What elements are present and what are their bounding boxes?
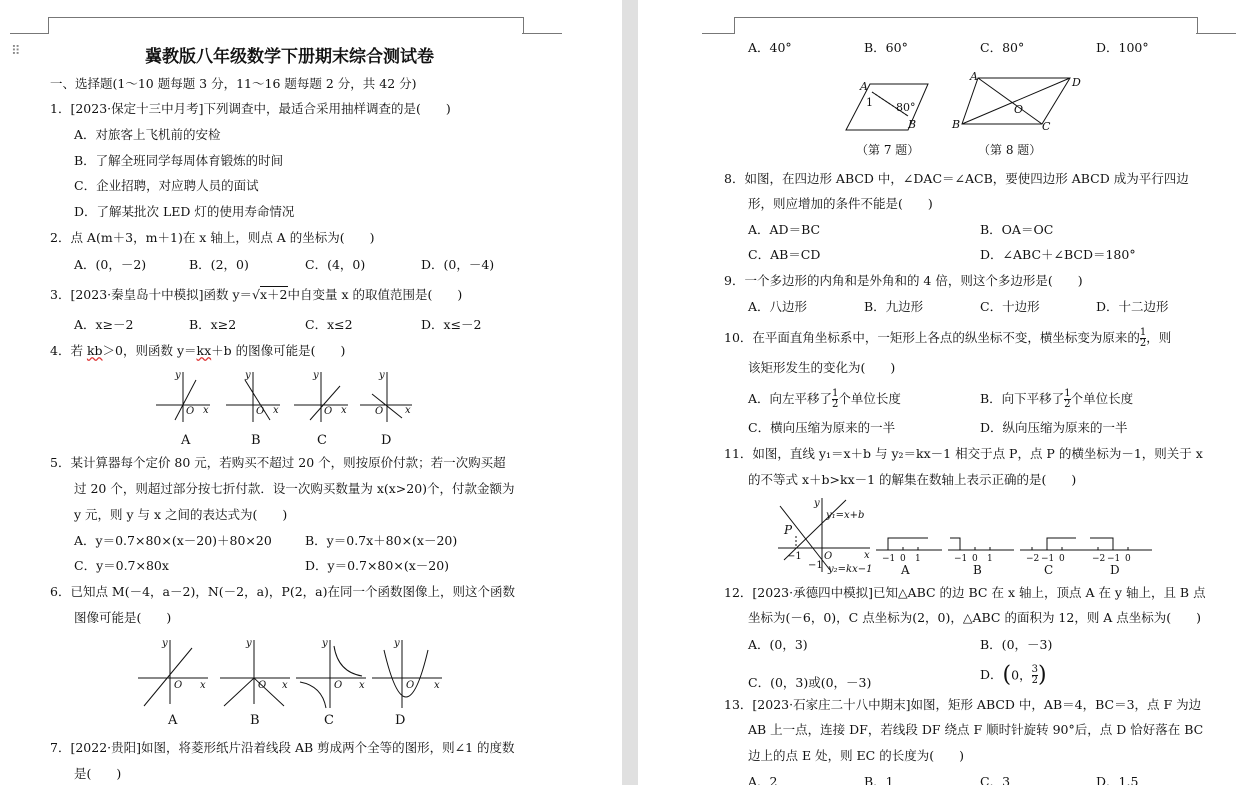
fig7-angle: 80°: [896, 101, 916, 114]
origin-label: O: [186, 406, 195, 417]
graph-6a: [138, 640, 208, 706]
fig7-label-b: B: [908, 118, 917, 131]
bracket-close: ): [1037, 662, 1047, 688]
line-y1-label: y₁=x+b: [826, 510, 865, 521]
question-13-option-c: C．3: [980, 774, 1011, 785]
question-6-line-1: 6．已知点 M(－4，a－2)，N(－2，a)，P(2，a)在同一个函数图像上，则这个函数: [50, 584, 516, 599]
fraction-numerator: 1: [1064, 388, 1071, 399]
figure-7-caption: （第 7 题）: [856, 143, 920, 157]
numberline-label-d: D: [1110, 563, 1120, 577]
fig8-label-b: B: [952, 118, 961, 131]
question-8-option-b: B．OA＝OC: [980, 222, 1054, 237]
graph-6c: [296, 640, 366, 708]
question-9-stem: 9．一个多边形的内角和是外角和的 4 倍，则这个多边形是( ): [724, 273, 1083, 288]
number-line-c: [1020, 538, 1086, 550]
question-9-option-a: A．八边形: [748, 299, 808, 314]
question-2-option-d: D．(0，－4): [421, 257, 495, 272]
origin-label: O: [406, 680, 415, 691]
question-10-option-b: [980, 389, 1133, 410]
axis-y-label: y: [379, 370, 385, 381]
fraction-denominator: 2: [1139, 338, 1147, 349]
question-12-line-1: 12．[2023·承德四中模拟]已知△ABC 的边 BC 在 x 轴上，顶点 A 在 y 轴上，且 B 点: [724, 585, 1206, 600]
graph-6b: [220, 640, 290, 706]
question-13-line-1: 13．[2023·石家庄二十八中期末]如图，矩形 ABCD 中，AB＝4，BC＝3，点 F 为边: [724, 697, 1202, 712]
question-2-stem: 2．点 A(m＋3，m＋1)在 x 轴上，则点 A 的坐标为( ): [50, 230, 375, 245]
question-3-option-b: B．x≥2: [189, 317, 237, 332]
question-1-option-b: B．了解全班同学每周体育锻炼的时间: [74, 153, 284, 168]
tick-label: 0: [1059, 554, 1065, 564]
origin-label: O: [824, 551, 833, 562]
question-13-option-a: A．2: [748, 774, 778, 785]
question-8-line-1: 8．如图，在四边形 ABCD 中，∠DAC＝∠ACB，要使四边形 ABCD 成为平行四边: [724, 171, 1189, 186]
numberline-label-c: C: [1044, 563, 1054, 577]
question-13-option-b: B．1: [864, 774, 894, 785]
axis-y-label: y: [245, 370, 251, 381]
tick-label: 0: [900, 554, 906, 564]
question-8-option-c: C．AB＝CD: [748, 247, 821, 262]
fraction-numerator: 1: [1139, 327, 1147, 338]
origin-label: O: [375, 406, 384, 417]
question-6-line-2: 图像可能是( ): [74, 610, 172, 625]
crop-mark: [1196, 33, 1236, 34]
question-9-option-b: B．九边形: [864, 299, 924, 314]
axis-y-label: y: [162, 638, 168, 649]
bracket-open: (: [1002, 662, 1012, 688]
axis-x-label: x: [273, 405, 279, 416]
question-8-option-a: A．AD＝BC: [748, 222, 821, 237]
graph-label-d: D: [381, 433, 392, 448]
question-5-option-a: A．y＝0.7×80×(x－20)＋80×20: [74, 533, 272, 548]
axis-x-label: x: [434, 680, 440, 691]
option-b-text-start: B．向下平移了: [980, 391, 1065, 406]
question-7-line-1: 7．[2022·贵阳]如图，将菱形纸片沿着线段 AB 剪成两个全等的图形，则∠1 的度数: [50, 740, 515, 755]
tick-neg1-y: −1: [808, 560, 823, 571]
origin-label: O: [324, 406, 333, 417]
numberline-label-a: A: [901, 563, 910, 577]
question-2-option-a: A．(0，－2): [74, 257, 147, 272]
figures-7-8: [838, 66, 1098, 160]
question-12-option-a: A．(0，3): [748, 637, 808, 652]
question-4-stem-mid: ＞0，则函数 y＝: [102, 343, 197, 358]
origin-label: O: [256, 406, 265, 417]
graph-label-b: B: [251, 433, 261, 448]
crop-mark: [10, 33, 48, 34]
question-7-option-c: C．80°: [980, 40, 1025, 55]
fraction-denominator: 2: [832, 399, 839, 410]
fraction-denominator: 2: [1064, 399, 1071, 410]
line-y2-label: y₂=kx−1: [828, 564, 873, 575]
graph-label-c: C: [324, 713, 334, 728]
coord-zero: 0，: [1011, 667, 1032, 683]
tick-label: 0: [1125, 554, 1131, 564]
graph-4c: [294, 372, 348, 422]
graph-label-a: A: [168, 713, 178, 728]
tick-label: 0: [972, 554, 978, 564]
question-11-figures: [776, 496, 1156, 580]
question-8-line-2: 形，则应增加的条件不能是( ): [748, 196, 933, 211]
question-11-line-1: 11．如图，直线 y₁＝x＋b 与 y₂＝kx－1 相交于点 P，点 P 的横坐标为－1，则关于 x: [724, 446, 1203, 461]
fraction-denominator: 2: [1031, 675, 1038, 686]
crop-mark: [702, 33, 734, 34]
question-3-stem: [50, 287, 462, 303]
crop-mark: [522, 33, 562, 34]
question-1-option-c: C．企业招聘，对应聘人员的面试: [74, 178, 259, 193]
question-7-line-2: 是( ): [74, 766, 122, 781]
question-7-option-a: A．40°: [748, 40, 792, 55]
graph-label-a: A: [181, 433, 191, 448]
number-line-a: [876, 538, 942, 550]
question-11-line-2: 的不等式 x＋b>kx－1 的解集在数轴上表示正确的是( ): [748, 472, 1077, 487]
question-9-option-c: C．十边形: [980, 299, 1040, 314]
axis-x-label: x: [203, 405, 209, 416]
question-4-kb: kb: [86, 343, 103, 358]
graph-6d: [372, 640, 442, 708]
axis-x-label: x: [864, 550, 870, 561]
question-5-line-2: 过 20 个，则超过部分按七折付款．设一次购买数量为 x(x>20)个，付款金额为: [74, 481, 515, 496]
tick-label: −1: [882, 554, 896, 564]
tick-neg1-x: −1: [787, 551, 802, 562]
sqrt-symbol: √: [252, 287, 260, 302]
question-10-line-1-text: 10．在平面直角坐标系中，一矩形上各点的纵坐标不变，横坐标变为原来的: [724, 330, 1140, 345]
question-5-option-c: C．y＝0.7×80x: [74, 558, 169, 573]
question-5-option-b: B．y＝0.7x＋80×(x－20): [305, 533, 458, 548]
fig7-label-1: 1: [866, 96, 873, 109]
question-7-option-b: B．60°: [864, 40, 908, 55]
number-lines: [876, 538, 1152, 550]
question-5-option-d: D．y＝0.7×80×(x－20): [305, 558, 450, 573]
axis-x-label: x: [405, 405, 411, 416]
question-12-option-d: [980, 664, 1047, 687]
numberline-label-b: B: [973, 563, 982, 577]
question-4-stem-end: ＋b 的图像可能是( ): [211, 343, 346, 358]
tick-label: −1: [1107, 554, 1121, 564]
question-3-stem-end: 中自变量 x 的取值范围是( ): [287, 287, 463, 302]
question-13-option-d: D．1.5: [1096, 774, 1139, 785]
section-heading: 一、选择题(1～10 题每题 3 分，11～16 题每题 2 分，共 42 分): [50, 76, 417, 91]
graph-4b: [226, 372, 280, 422]
question-1-option-a: A．对旅客上飞机前的安检: [74, 127, 221, 142]
question-12-line-2: 坐标为(－6，0)，C 点坐标为(2，0)，△ABC 的面积为 12，则 A 点坐标为( ): [748, 610, 1202, 625]
option-a-text-start: A．向左平移了: [748, 391, 833, 406]
axis-x-label: x: [200, 680, 206, 691]
question-6-graphs: [134, 634, 444, 730]
origin-label: O: [258, 680, 267, 691]
question-2-option-b: B．(2，0): [189, 257, 249, 272]
crop-mark: [48, 17, 524, 34]
tick-label: 1: [915, 554, 921, 564]
crop-mark: [734, 17, 1198, 34]
number-line-d: [1086, 538, 1152, 550]
option-b-text-end: 个单位长度: [1070, 391, 1134, 406]
document-page-right: [638, 0, 1249, 785]
origin-label: O: [334, 680, 343, 691]
page-title: 冀教版八年级数学下册期末综合测试卷: [145, 47, 434, 67]
axis-y-label: y: [322, 638, 328, 649]
question-3-stem-start: 3．[2023·秦皇岛十中模拟]函数 y＝: [50, 287, 253, 302]
question-12-option-c: C．(0，3)或(0，－3): [748, 675, 872, 690]
fraction-numerator: 1: [832, 388, 839, 399]
drag-handle-icon[interactable]: ⠿: [11, 44, 21, 59]
page-gutter: [622, 0, 638, 785]
question-4-stem-start: 4．若: [50, 343, 87, 358]
question-10-line-1: [724, 328, 1171, 349]
question-9-option-d: D．十二边形: [1096, 299, 1169, 314]
axis-y-label: y: [175, 370, 181, 381]
question-10-line-2: 该矩形发生的变化为( ): [748, 360, 896, 375]
axis-x-label: x: [359, 680, 365, 691]
question-4-stem: [50, 343, 345, 359]
question-3-option-d: D．x≤－2: [421, 317, 482, 332]
fig8-label-a: A: [970, 70, 978, 83]
tick-label: −1: [954, 554, 968, 564]
graph-4a: [156, 372, 210, 422]
option-a-text-end: 个单位长度: [838, 391, 901, 406]
graph-label-d: D: [395, 713, 406, 728]
question-7-option-d: D．100°: [1096, 40, 1149, 55]
question-5-line-3: y 元，则 y 与 x 之间的表达式为( ): [74, 507, 288, 522]
question-10-option-d: D．纵向压缩为原来的一半: [980, 420, 1128, 435]
sqrt-radicand: x＋2: [260, 287, 288, 302]
fig8-label-c: C: [1042, 120, 1051, 133]
tick-label: −1: [1041, 554, 1055, 564]
question-10-option-c: C．横向压缩为原来的一半: [748, 420, 896, 435]
axis-y-label: y: [814, 498, 820, 509]
option-d-label: D．: [980, 667, 1003, 682]
question-13-line-2: AB 上一点，连接 DF，若线段 DF 绕点 F 顺时针旋转 90°后，点 D 恰好落在 BC: [748, 722, 1204, 737]
question-5-line-1: 5．某计算器每个定价 80 元，若购买不超过 20 个，则按原价付款；若一次购买超: [50, 455, 506, 470]
question-3-option-c: C．x≤2: [305, 317, 353, 332]
tick-label: 1: [987, 554, 993, 564]
axis-y-label: y: [394, 638, 400, 649]
question-3-option-a: A．x≥－2: [74, 317, 134, 332]
document-page-left: [0, 0, 622, 785]
fig8-label-d: D: [1072, 76, 1081, 89]
axis-y-label: y: [246, 638, 252, 649]
question-1-stem: 1．[2023·保定十三中月考]下列调查中，最适合采用抽样调查的是( ): [50, 101, 451, 116]
question-13-line-3: 边上的点 E 处，则 EC 的长度为( ): [748, 748, 964, 763]
number-line-b: [948, 538, 1014, 550]
origin-label: O: [174, 680, 183, 691]
tick-label: −2: [1092, 554, 1106, 564]
graph-label-c: C: [317, 433, 327, 448]
axis-x-label: x: [341, 405, 347, 416]
figure-8-caption: （第 8 题）: [978, 143, 1042, 157]
question-4-kx: kx: [196, 343, 212, 358]
graph-label-b: B: [250, 713, 260, 728]
fig8-label-o: O: [1014, 103, 1024, 116]
point-p-label: P: [784, 523, 793, 537]
question-1-option-d: D．了解某批次 LED 灯的使用寿命情况: [74, 204, 295, 219]
question-4-graphs: [150, 366, 420, 448]
axis-x-label: x: [282, 680, 288, 691]
axis-y-label: y: [313, 370, 319, 381]
figure-8-quadrilateral: [962, 78, 1070, 124]
question-2-option-c: C．(4，0): [305, 257, 366, 272]
tick-label: −2: [1026, 554, 1040, 564]
question-8-option-d: D．∠ABC＋∠BCD＝180°: [980, 247, 1136, 262]
fraction-numerator: 3: [1031, 664, 1038, 675]
fig7-label-a: A: [860, 80, 868, 93]
question-10-line-1-end: ，则: [1146, 330, 1172, 345]
question-10-option-a: [748, 389, 901, 410]
question-12-option-b: B．(0，－3): [980, 637, 1053, 652]
